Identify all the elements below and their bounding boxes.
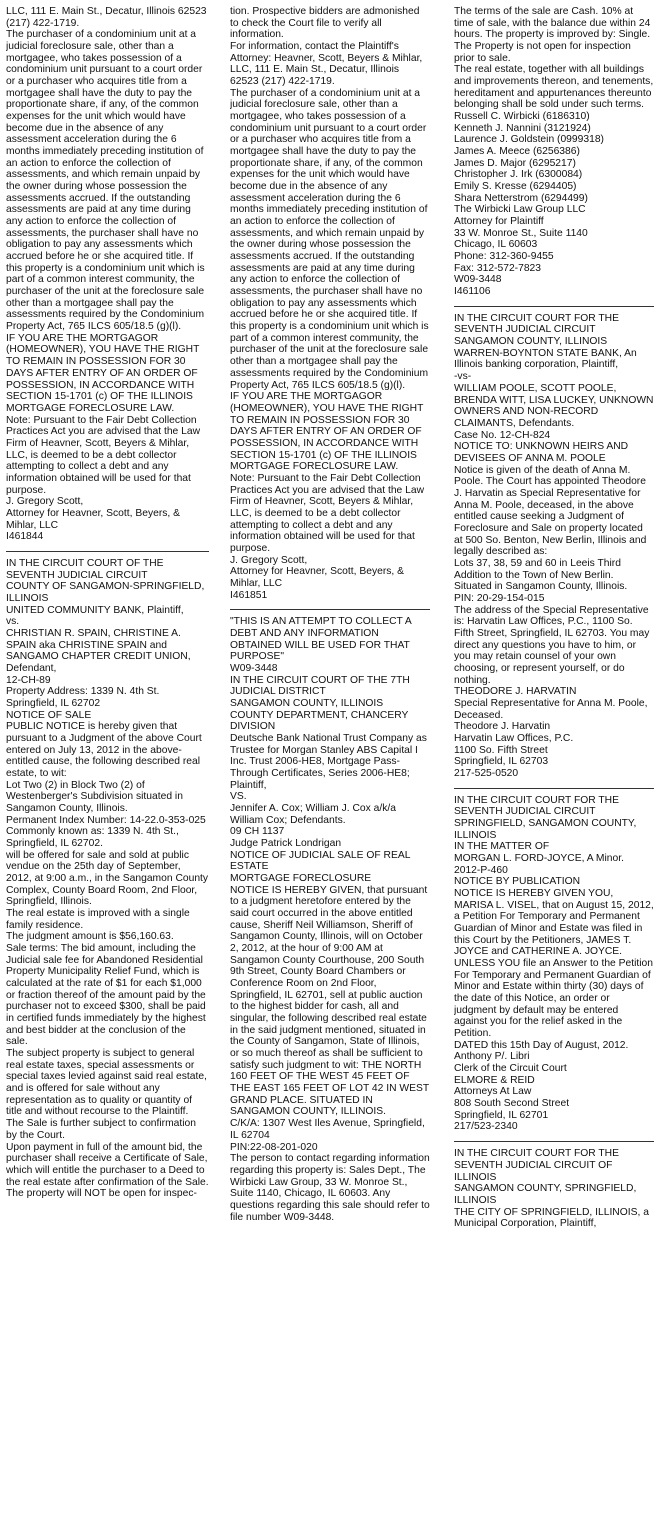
- notice-text: IN THE CIRCUIT COURT FOR THE SEVENTH JUDICIAL CIRCUIT OF ILLINOIS SANGAMON COUNTY, SPRINGFIELD, ILLINOIS THE CITY OF SPRINGFIELD, ILLINOIS, a Municipal Corporation, Plaintiff,: [454, 1148, 649, 1230]
- legal-notice: [230, 6, 430, 601]
- column-left: [6, 6, 209, 1200]
- legal-notice: [454, 6, 654, 298]
- legal-notice: [6, 558, 209, 1200]
- notice-text: "THIS IS AN ATTEMPT TO COLLECT A DEBT AND ANY INFORMATION OBTAINED WILL BE USED FOR THAT PURPOSE" W09-3448 IN THE CIRCUIT COURT OF THE 7TH JUDICIAL DISTRICT SANGAMON COUNTY, ILLINOIS COUNTY DEPARTMENT, CHANCERY DIVISION Deutsche Bank National Trust Company as Trustee for Morgan Stanley ABS Capital I Inc. Trust 2006-HE8, Mortgage Pass-Through Certificates, Series 2006-HE8; Plaintiff, VS. Jennifer A. Cox; William J. Cox a/k/a William Cox; Defendants. 09 CH 1137 Judge Patrick Londrigan NOTICE OF JUDICIAL SALE OF REAL ESTATE MORTGAGE FORECLOSURE NOTICE IS HEREBY GIVEN, that pursuant to a judgment heretofore entered by the said court occurred in the above entitled cause, Sheriff Neil Williamson, Sheriff of Sangamon County, Illinois, will on October 2, 2012, at the hour of 9:00 AM at Sangamon County Courthouse, 200 South 9th Street, County Board Chambers or Conference Room on 2nd Floor, Springfield, IL 62701, sell at public auction to the highest bidder for cash, all and singular, the following described real estate in the said judgment mentioned, situated in the County of Sangamon, State of Illinois, or so much thereof as shall be sufficient to satisfy such judgment to wit: THE NORTH 160 FEET OF THE WEST 45 FEET OF THE EAST 165 FEET OF LOT 42 IN WEST GRAND PLACE. SITUATED IN SANGAMON COUNTY, ILLINOIS. C/K/A: 1307 West Iles Avenue, Springfield, IL 62704 PIN:22-08-201-020 The person to contact regarding information regarding this property is: Sales Dept., The Wirbicki Law Group, 33 W. Monroe St., Suite 1140, Chicago, IL 60603. Any questions regarding this sale should refer to file number W09-3448.: [230, 616, 430, 1223]
- legal-notice: [6, 6, 209, 543]
- notice-divider: [230, 609, 430, 610]
- notice-divider: [6, 551, 209, 552]
- column-middle: [230, 6, 430, 1223]
- notice-text: IN THE CIRCUIT COURT FOR THE SEVENTH JUDICIAL CIRCUIT SPRINGFIELD, SANGAMON COUNTY, ILLINOIS IN THE MATTER OF MORGAN L. FORD-JOYCE, A Minor. 2012-P-460 NOTICE BY PUBLICATION NOTICE IS HEREBY GIVEN YOU, MARISA L. VISEL, that on August 15, 2012, a Petition For Temporary and Permanent Guardian of Minor and Estate was filed in this Court by the Petitioners, JAMES T. JOYCE and CATHERINE A. JOYCE. UNLESS YOU file an Answer to the Petition For Temporary and Permanent Guardian of Minor and Estate within thirty (30) days of the date of this Notice, an order or judgment by default may be entered against you for the relief asked in the Petition. DATED this 15th Day of August, 2012. Anthony P/. Libri Clerk of the Circuit Court ELMORE & REID Attorneys At Law 808 South Second Street Springfield, IL 62701 217/523-2340: [454, 794, 654, 1133]
- column-right: [454, 6, 654, 1230]
- notice-text: IN THE CIRCUIT COURT OF THE SEVENTH JUDICIAL CIRCUIT COUNTY OF SANGAMON-SPRINGFIELD, ILLINOIS UNITED COMMUNITY BANK, Plaintiff, vs. CHRISTIAN R. SPAIN, CHRISTINE A. SPAIN aka CHRISTINE SPAIN and SANGAMO CHAPTER CREDIT UNION, Defendant, 12-CH-89 Property Address: 1339 N. 4th St. Springfield, IL 62702 NOTICE OF SALE PUBLIC NOTICE is hereby given that pursuant to a Judgment of the above Court entered on July 13, 2012 in the above-entitled cause, the following described real estate, to wit: Lot Two (2) in Block Two (2) of Westenberger's Subdivision situated in Sangamon County, Illinois. Permanent Index Number: 14-22.0-353-025 Commonly known as: 1339 N. 4th St., Springfield, IL 62702. will be offered for sale and sold at public vendue on the 25th day of September, 2012, at 9:00 a.m., in the Sangamon County Complex, County Board Room, 2nd Floor, Springfield, Illinois. The real estate is improved with a single family residence. The judgment amount is $56,160.63. Sale terms: The bid amount, including the Judicial sale fee for Abandoned Residential Property Municipality Relief Fund, which is calculated at the rate of $1 for each $1,000 or fraction thereof of the amount paid by the purchaser not to exceed $300, shall be paid in certified funds immediately by the highest and best bidder at the conclusion of the sale. The subject property is subject to general real estate taxes, special assessments or special taxes levied against said real estate, and is offered for sale without any representation as to quality or quantity of title and without recourse to the Plaintiff. The Sale is further subject to confirmation by the Court. Upon payment in full of the amount bid, the purchaser shall receive a Certificate of Sale, which will entitle the purchaser to a Deed to the real estate after confirmation of the Sale. The property will NOT be open for inspec-: [6, 557, 209, 1200]
- legal-notice: [454, 1148, 654, 1230]
- notice-text: The terms of the sale are Cash. 10% at time of sale, with the balance due within 24 hours. The property is improved by: Single. The Property is not open for inspection prior to sale. The real estate, together with all buildings and improvements thereon, and tenements, hereditament and appurtenances thereunto belonging shall be sold under such terms. Russell C. Wirbicki (6186310) Kenneth J. Nannini (3121924) Laurence J. Goldstein (0999318) James A. Meece (6256386) James D. Major (6295217) Christopher J. Irk (6300084) Emily S. Kresse (6294405) Shara Netterstrom (6294499) The Wirbicki Law Group LLC Attorney for Plaintiff 33 W. Monroe St., Suite 1140 Chicago, IL 60603 Phone: 312-360-9455 Fax: 312-572-7823 W09-3448 I461106: [454, 6, 654, 298]
- notice-divider: [454, 1141, 654, 1142]
- notice-text: tion. Prospective bidders are admonished to check the Court file to verify all information. For information, contact the Plaintiff's Attorney: Heavner, Scott, Beyers & Mihlar, LLC, 111 E. Main St., Decatur, Illinois 62523 (217) 422-1719. The purchaser of a condominium unit at a judicial foreclosure sale, other than a mortgagee, who takes possession of a condominium unit pursuant to a court order or a purchaser who acquires title from a mortgagee shall have the duty to pay the proportionate share, if any, of the common expenses for the unit which would have become due in the absence of any assessment acceleration during the 6 months immediately preceding institution of an action to enforce the collection of assessments, and which remain unpaid by the owner during whose possession the assessments accrued. If the outstanding assessments are paid at any time during any action to enforce the collection of assessments, the purchaser shall have no obligation to pay any assessments which accrued before he or she acquired title. If this property is a condominium unit which is part of a common interest community, the purchaser of the unit at the foreclosure sale other than a mortgagee shall pay the assessments required by the Condominium Property Act, 765 ILCS 605/18.5 (g)(l). IF YOU ARE THE MORTGAGOR (HOMEOWNER), YOU HAVE THE RIGHT TO REMAIN IN POSSESSION FOR 30 DAYS AFTER ENTRY OF AN ORDER OF POSSESSION, IN ACCORDANCE WITH SECTION 15-1701 (c) OF THE ILLINOIS MORTGAGE FORECLOSURE LAW. Note: Pursuant to the Fair Debt Collection Practices Act you are advised that the Law Firm of Heavner, Scott, Beyers & Mihlar, LLC, is deemed to be a debt collector attempting to collect a debt and any information obtained will be used for that purpose. J. Gregory Scott, Attorney for Heavner, Scott, Beyers, & Mihlar, LLC I461851: [230, 6, 429, 601]
- legal-notice: [230, 616, 430, 1223]
- legal-notice: [454, 313, 654, 780]
- notice-text: IN THE CIRCUIT COURT FOR THE SEVENTH JUDICIAL CIRCUIT SANGAMON COUNTY, ILLINOIS WARREN-BOYNTON STATE BANK, An Illinois banking corporation, Plaintiff, -vs- WILLIAM POOLE, SCOTT POOLE, BRENDA WITT, LISA LUCKEY, UNKNOWN OWNERS AND NON-RECORD CLAIMANTS, Defendants. Case No. 12-CH-824 NOTICE TO: UNKNOWN HEIRS AND DEVISEES OF ANNA M. POOLE Notice is given of the death of Anna M. Poole. The Court has appointed Theodore J. Harvatin as Special Representative for Anna M. Poole, deceased, in the above entitled cause seeking a Judgment of Foreclosure and Sale on property located at 500 So. Benton, New Berlin, Illinois and legally described as: Lots 37, 38, 59 and 60 in Leeis Third Addition to the Town of New Berlin. Situated in Sangamon County, Illinois. PIN: 20-29-154-015 The address of the Special Representative is: Harvatin Law Offices, P.C., 1100 So. Fifth Street, Springfield, IL 62703. You may direct any questions you have to him, or you may retain counsel of your own choosing, or represent yourself, or do nothing. THEODORE J. HARVATIN Special Representative for Anna M. Poole, Deceased. Theodore J. Harvatin Harvatin Law Offices, P.C. 1100 So. Fifth Street Springfield, IL 62703 217-525-0520: [454, 312, 654, 779]
- legal-notice: [454, 795, 654, 1133]
- notice-divider: [454, 788, 654, 789]
- notice-text: LLC, 111 E. Main St., Decatur, Illinois 62523 (217) 422-1719. The purchaser of a condominium unit at a judicial foreclosure sale, other than a mortgagee, who takes possession of a condominium unit pursuant to a court order or a purchaser who acquires title from a mortgagee shall have the duty to pay the proportionate share, if any, of the common expenses for the unit which would have become due in the absence of any assessment acceleration during the 6 months immediately preceding institution of an action to enforce the collection of assessments, and which remain unpaid by the owner during whose possession the assessments accrued. If the outstanding assessments are paid at any time during any action to enforce the collection of assessments, the purchaser shall have no obligation to pay any assessments which accrued before he or she acquired title. If this property is a condominium unit which is part of a common interest community, the purchaser of the unit at the foreclosure sale other than a mortgagee shall pay the assessments required by the Condominium Property Act, 765 ILCS 605/18.5 (g)(l). IF YOU ARE THE MORTGAGOR (HOMEOWNER), YOU HAVE THE RIGHT TO REMAIN IN POSSESSION FOR 30 DAYS AFTER ENTRY OF AN ORDER OF POSSESSION, IN ACCORDANCE WITH SECTION 15-1701 (c) OF THE ILLINOIS MORTGAGE FORECLOSURE LAW. Note: Pursuant to the Fair Debt Collection Practices Act you are advised that the Law Firm of Heavner, Scott, Beyers & Mihlar, LLC, is deemed to be a debt collector attempting to collect a debt and any information obtained will be used for that purpose. J. Gregory Scott, Attorney for Heavner, Scott, Beyers, & Mihlar, LLC I461844: [6, 6, 207, 543]
- notice-divider: [454, 306, 654, 307]
